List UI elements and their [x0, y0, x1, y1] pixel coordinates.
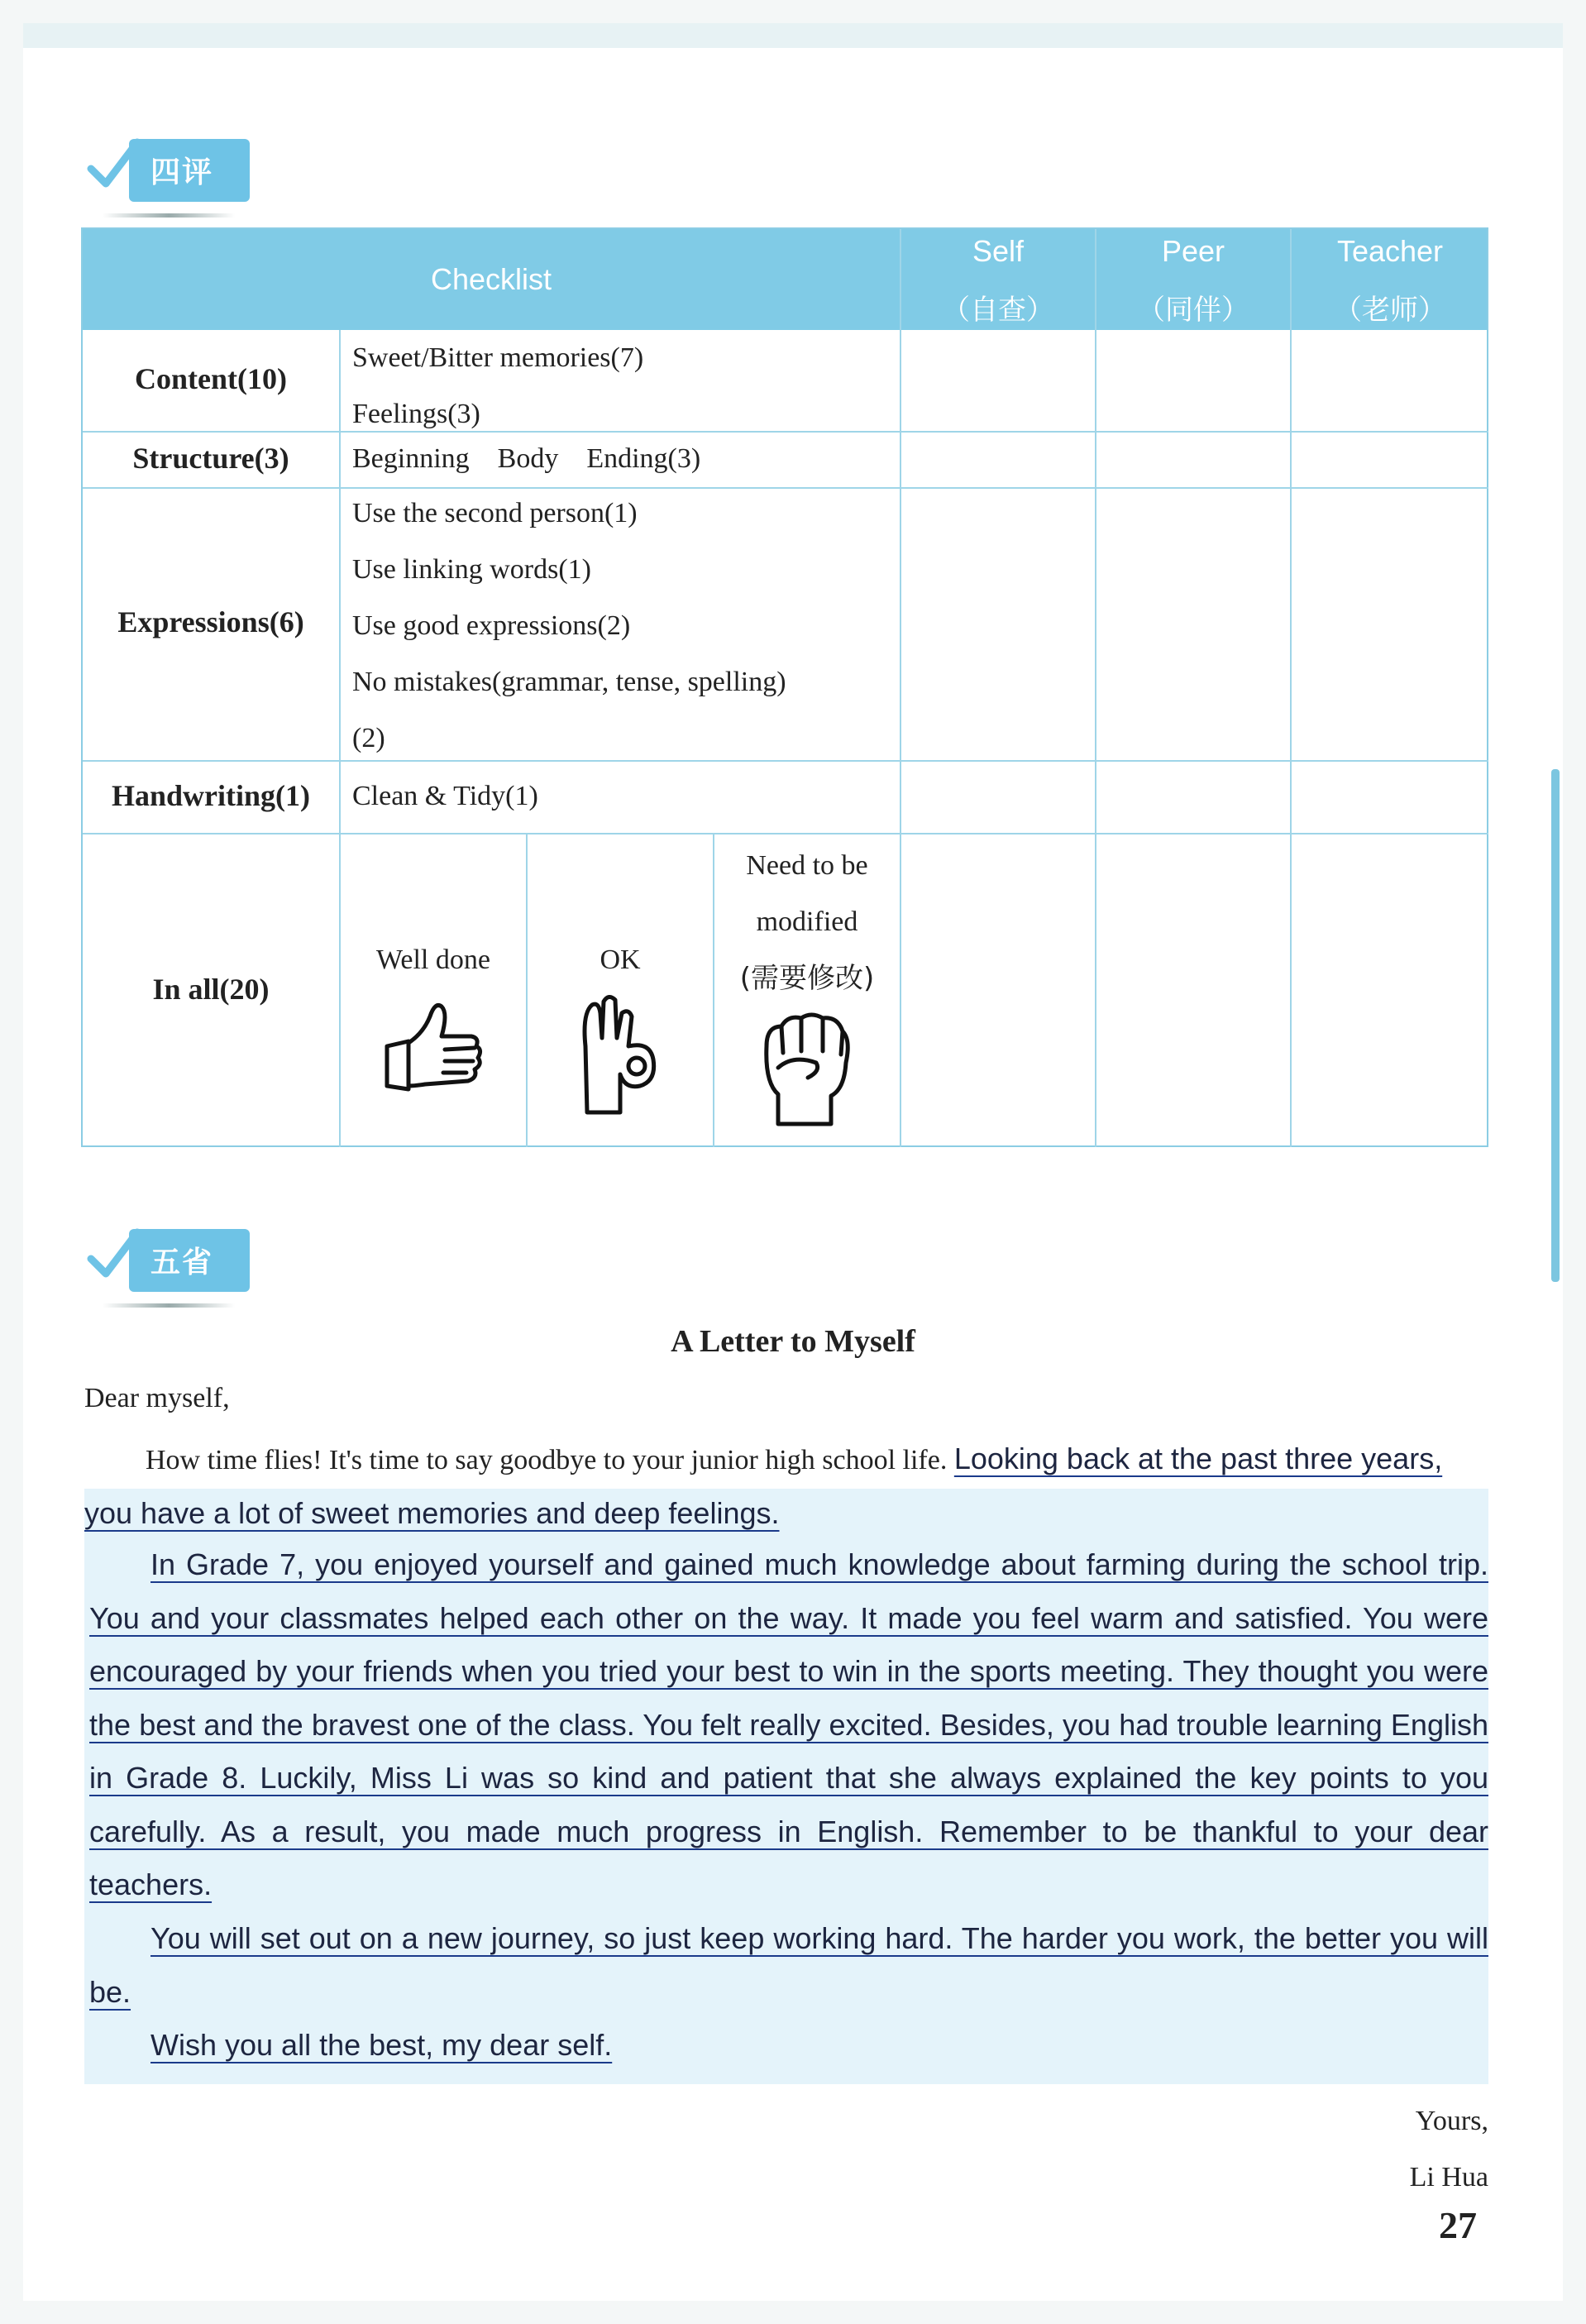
checkmark-icon [86, 1222, 152, 1289]
category-structure: Structure(3) [132, 442, 289, 475]
rating-well-done [341, 932, 526, 1104]
rating-well-done-label: Well done [376, 944, 490, 975]
divider [83, 487, 1488, 489]
ok-hand-icon [571, 988, 670, 1121]
criterion-second-person: Use the second person(1) [352, 498, 638, 528]
divider [900, 229, 901, 1147]
top-strip [23, 23, 1563, 48]
fist-icon [753, 1007, 861, 1131]
category-expressions: Expressions(6) [117, 605, 304, 638]
rating-need-modify [714, 838, 900, 1131]
paragraph-4-text: Wish you all the best, my dear self. [150, 2028, 613, 2062]
letter-paragraph-4 [89, 2019, 1488, 2073]
criterion-good-expressions: Use good expressions(2) [352, 610, 631, 641]
rating-need-modify-line2: modified [756, 906, 858, 937]
section-5-underline [103, 1303, 235, 1308]
criterion-linking-words: Use linking words(1) [352, 554, 591, 585]
section-5-badge [86, 1222, 251, 1289]
section-5-title: 五省 [150, 1246, 214, 1279]
divider [1095, 229, 1096, 1147]
divider [83, 760, 1488, 762]
rating-need-modify-line3: (需要修改) [739, 962, 875, 995]
category-content: Content(10) [135, 362, 287, 395]
letter-salutation: Dear myself, [84, 1383, 230, 1413]
rating-ok [528, 932, 713, 1121]
header-peer: Peer [1161, 234, 1225, 268]
criterion-clean-tidy: Clean & Tidy(1) [352, 781, 538, 811]
divider [83, 833, 1488, 834]
intro-printed-text: How time flies! It's time to say goodbye to your junior high school life. [146, 1445, 948, 1475]
thumbs-up-icon [375, 988, 491, 1104]
category-in-all: In all(20) [152, 973, 270, 1006]
section-4-underline [103, 213, 235, 218]
criterion-no-mistakes-points: (2) [352, 723, 385, 753]
section-4-title: 四评 [150, 155, 214, 189]
rating-ok-label: OK [600, 944, 641, 975]
criterion-no-mistakes: No mistakes(grammar, tense, spelling) [352, 667, 786, 697]
paragraph-2-text: In Grade 7, you enjoyed yourself and gained much knowledge about farming during the school trip. You and your classmates helped each other on the way. It made you feel warm and satisfied. You were encouraged by your friends when you tried your best to win in the sports meeting. They thought you were the best and the bravest one of the class. You felt really excited. Besides, you had trouble learning English in Grade 8. Luckily, Miss Li was so kind and patient that she always explained the key points to you carefully. As a result, you made much progress in English. Remember to be thankful to your dear teachers. [89, 1547, 1488, 1901]
header-teacher-cn: （老师） [1334, 294, 1446, 327]
header-peer-cn: （同伴） [1137, 294, 1249, 327]
criterion-feelings: Feelings(3) [352, 399, 480, 429]
side-bar [1551, 769, 1560, 1282]
checkmark-icon [86, 132, 152, 198]
divider [1290, 229, 1292, 1147]
paragraph-3-text: You will set out on a new journey, so just keep working hard. The harder you work, the better you will be. [89, 1921, 1488, 2009]
rating-need-modify-line1: Need to be [746, 850, 868, 881]
criterion-structure: Beginning Body Ending(3) [352, 443, 701, 474]
letter-paragraph-3 [89, 1912, 1488, 2019]
header-teacher: Teacher [1336, 234, 1444, 268]
header-self: Self [972, 234, 1025, 268]
letter-closing: Yours, [1415, 2106, 1488, 2136]
letter-title: A Letter to Myself [671, 1324, 915, 1359]
divider [83, 431, 1488, 433]
header-checklist: Checklist [430, 262, 552, 296]
letter-intro [84, 1432, 1488, 1542]
letter-paragraph-2 [89, 1538, 1488, 1912]
checklist-table [81, 227, 1488, 1147]
intro-written-text: Looking back at the past three years, you have a lot of sweet memories and deep feelings. [84, 1442, 1443, 1530]
section-4-badge [86, 132, 251, 198]
criterion-sweet-bitter: Sweet/Bitter memories(7) [352, 342, 644, 373]
page-number: 27 [1439, 2204, 1477, 2246]
letter-signature: Li Hua [1409, 2162, 1488, 2192]
category-handwriting: Handwriting(1) [111, 779, 310, 812]
header-self-cn: （自查） [942, 294, 1054, 327]
